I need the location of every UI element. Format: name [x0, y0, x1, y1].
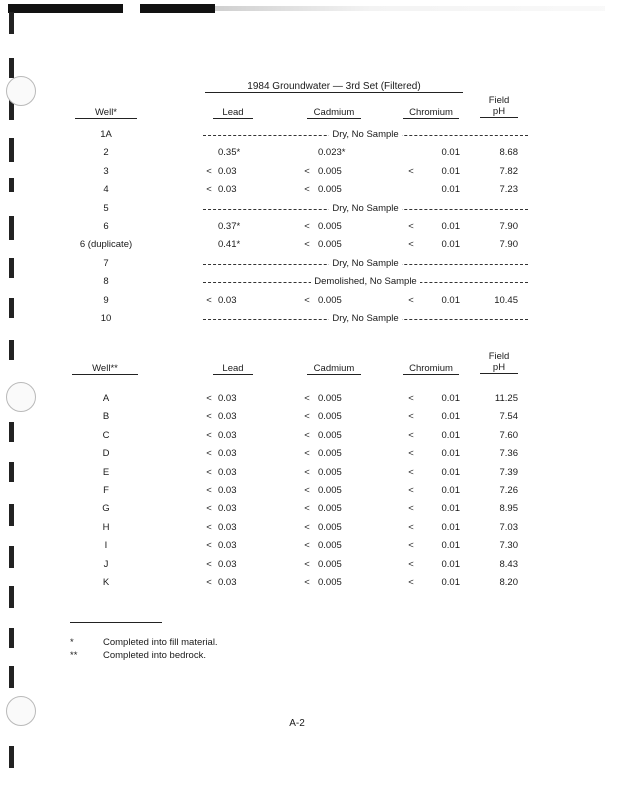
- less-than-mark: <: [206, 577, 212, 588]
- less-than-mark: <: [408, 448, 414, 460]
- less-than-mark: <: [206, 466, 212, 478]
- less-than-mark: <: [206, 429, 212, 441]
- ph-cell: 7.82: [499, 165, 518, 177]
- well-cell: C: [102, 429, 110, 441]
- cadmium-cell: 0.005: [318, 221, 342, 232]
- note-cell: [203, 128, 528, 142]
- well-cell: 6 (duplicate): [79, 239, 133, 251]
- ph-cell: 8.68: [499, 147, 518, 159]
- footnote-rule: [70, 622, 162, 623]
- note-cell: [203, 312, 528, 326]
- ph-cell: 7.26: [499, 485, 518, 496]
- less-than-mark: <: [206, 521, 212, 533]
- lead-cell: 0.03: [218, 184, 237, 196]
- well-cell: 3: [103, 165, 109, 177]
- less-than-mark: <: [408, 540, 414, 552]
- cadmium-cell: 0.005: [318, 184, 342, 196]
- footnote-text: Completed into bedrock.: [103, 650, 206, 661]
- cadmium-cell: 0.005: [318, 411, 342, 423]
- less-than-mark: <: [206, 448, 212, 460]
- note-cell: [203, 257, 528, 271]
- chromium-cell: 0.01: [441, 503, 460, 515]
- binder-mark: [9, 340, 14, 360]
- table-row: [0, 128, 618, 142]
- well-cell: 8: [103, 276, 109, 288]
- table-row: [0, 466, 618, 480]
- well-cell: 10: [100, 313, 112, 324]
- ph-cell: 7.30: [499, 540, 518, 552]
- ph-cell: 7.03: [499, 521, 518, 533]
- well-cell: 7: [103, 257, 109, 269]
- note-text: Dry, No Sample: [329, 129, 401, 140]
- footnote-text: Completed into fill material.: [103, 637, 218, 648]
- footnote-mark: **: [70, 650, 78, 661]
- well-cell: 2: [103, 147, 109, 159]
- lead-cell: 0.03: [218, 393, 237, 404]
- table-row: [0, 202, 618, 216]
- lead-cell: 0.37*: [218, 221, 241, 232]
- ph-cell: 8.43: [499, 558, 518, 570]
- header-field: Field: [488, 351, 510, 362]
- well-cell: 1A: [100, 129, 112, 140]
- ph-cell: 7.90: [499, 239, 518, 251]
- cadmium-cell: 0.005: [318, 540, 342, 552]
- lead-cell: 0.03: [218, 466, 237, 478]
- cadmium-cell: 0.005: [318, 239, 342, 251]
- less-than-mark: <: [304, 165, 310, 177]
- header-field: Field: [488, 95, 510, 106]
- chromium-cell: 0.01: [441, 393, 460, 404]
- table-row: [0, 312, 618, 326]
- less-than-mark: <: [408, 239, 414, 251]
- less-than-mark: <: [304, 393, 310, 404]
- well-cell: F: [103, 485, 109, 496]
- lead-cell: 0.03: [218, 411, 237, 423]
- binder-mark: [9, 746, 14, 768]
- table-row: [0, 410, 618, 424]
- punch-hole: [6, 696, 36, 726]
- table-row: [0, 429, 618, 443]
- less-than-mark: <: [408, 466, 414, 478]
- well-cell: G: [102, 503, 110, 515]
- less-than-mark: <: [206, 294, 212, 306]
- less-than-mark: <: [408, 393, 414, 404]
- cadmium-cell: 0.005: [318, 577, 342, 588]
- note-cell: [203, 202, 528, 216]
- less-than-mark: <: [408, 429, 414, 441]
- less-than-mark: <: [206, 485, 212, 496]
- less-than-mark: <: [206, 165, 212, 177]
- ph-cell: 8.20: [499, 577, 518, 588]
- well-cell: I: [104, 540, 108, 552]
- note-text: Demolished, No Sample: [311, 276, 419, 287]
- scan-bar-right: [140, 4, 215, 13]
- header-lead: Lead: [213, 363, 253, 375]
- less-than-mark: <: [206, 411, 212, 423]
- lead-cell: 0.03: [218, 503, 237, 515]
- less-than-mark: <: [408, 521, 414, 533]
- less-than-mark: <: [304, 184, 310, 196]
- table-row: [0, 294, 618, 308]
- lead-cell: 0.03: [218, 294, 237, 306]
- lead-cell: 0.03: [218, 577, 237, 588]
- ph-cell: 7.60: [499, 429, 518, 441]
- footnote-fill: [70, 637, 218, 649]
- page-number: A-2: [289, 718, 305, 729]
- cadmium-cell: 0.005: [318, 503, 342, 515]
- table-row: [0, 146, 618, 160]
- scan-fade: [215, 6, 605, 11]
- header-ph: pH: [480, 106, 518, 118]
- lead-cell: 0.35*: [218, 147, 241, 159]
- chromium-cell: 0.01: [441, 294, 460, 306]
- table-title: 1984 Groundwater — 3rd Set (Filtered): [205, 81, 463, 93]
- well-cell: H: [102, 521, 110, 533]
- chromium-cell: 0.01: [441, 558, 460, 570]
- binder-mark: [9, 58, 14, 78]
- binder-mark: [9, 666, 14, 688]
- chromium-cell: 0.01: [441, 411, 460, 423]
- less-than-mark: <: [304, 577, 310, 588]
- header-cadmium: Cadmium: [307, 363, 361, 375]
- less-than-mark: <: [304, 540, 310, 552]
- less-than-mark: <: [206, 393, 212, 404]
- cadmium-cell: 0.023*: [318, 147, 346, 159]
- note-cell: [203, 275, 528, 289]
- less-than-mark: <: [408, 503, 414, 515]
- chromium-cell: 0.01: [441, 577, 460, 588]
- less-than-mark: <: [304, 294, 310, 306]
- less-than-mark: <: [304, 521, 310, 533]
- lead-cell: 0.41*: [218, 239, 241, 251]
- cadmium-cell: 0.005: [318, 165, 342, 177]
- less-than-mark: <: [304, 558, 310, 570]
- less-than-mark: <: [304, 411, 310, 423]
- footnote-mark: *: [70, 637, 74, 648]
- less-than-mark: <: [408, 558, 414, 570]
- well-cell: J: [103, 558, 109, 570]
- well-cell: D: [102, 448, 110, 460]
- well-cell: A: [102, 393, 110, 404]
- table-row: [0, 558, 618, 572]
- lead-cell: 0.03: [218, 429, 237, 441]
- well-cell: B: [102, 411, 110, 423]
- less-than-mark: <: [206, 558, 212, 570]
- lead-cell: 0.03: [218, 558, 237, 570]
- less-than-mark: <: [408, 577, 414, 588]
- chromium-cell: 0.01: [441, 221, 460, 232]
- less-than-mark: <: [408, 221, 414, 232]
- chromium-cell: 0.01: [441, 540, 460, 552]
- cadmium-cell: 0.005: [318, 485, 342, 496]
- note-text: Dry, No Sample: [329, 258, 401, 269]
- table-row: [0, 539, 618, 553]
- well-cell: 5: [103, 202, 109, 214]
- chromium-cell: 0.01: [441, 521, 460, 533]
- punch-hole: [6, 76, 36, 106]
- less-than-mark: <: [408, 294, 414, 306]
- note-text: Dry, No Sample: [329, 203, 401, 214]
- cadmium-cell: 0.005: [318, 393, 342, 404]
- less-than-mark: <: [206, 503, 212, 515]
- well-cell: 9: [103, 294, 109, 306]
- lead-cell: 0.03: [218, 540, 237, 552]
- well-cell: K: [102, 577, 110, 588]
- well-cell: E: [102, 466, 110, 478]
- table-row: [0, 521, 618, 535]
- table-row: [0, 220, 618, 234]
- header-ph: pH: [480, 362, 518, 374]
- well-cell: 6: [103, 221, 109, 232]
- header-lead: Lead: [213, 107, 253, 119]
- less-than-mark: <: [304, 448, 310, 460]
- less-than-mark: <: [304, 221, 310, 232]
- cadmium-cell: 0.005: [318, 521, 342, 533]
- ph-cell: 10.45: [494, 294, 518, 306]
- ph-cell: 7.54: [499, 411, 518, 423]
- lead-cell: 0.03: [218, 521, 237, 533]
- less-than-mark: <: [408, 485, 414, 496]
- less-than-mark: <: [408, 411, 414, 423]
- table-row: [0, 392, 618, 406]
- less-than-mark: <: [304, 239, 310, 251]
- less-than-mark: <: [206, 540, 212, 552]
- less-than-mark: <: [206, 184, 212, 196]
- table-row: [0, 183, 618, 197]
- chromium-cell: 0.01: [441, 485, 460, 496]
- table-row: [0, 165, 618, 179]
- table-row: [0, 502, 618, 516]
- chromium-cell: 0.01: [441, 184, 460, 196]
- table-row: [0, 484, 618, 498]
- binder-mark: [9, 628, 14, 648]
- binder-mark: [9, 12, 14, 34]
- chromium-cell: 0.01: [441, 147, 460, 159]
- ph-cell: 11.25: [494, 393, 518, 404]
- ph-cell: 8.95: [499, 503, 518, 515]
- less-than-mark: <: [304, 429, 310, 441]
- note-text: Dry, No Sample: [329, 313, 401, 324]
- cadmium-cell: 0.005: [318, 466, 342, 478]
- header-chromium: Chromium: [403, 107, 459, 119]
- ph-cell: 7.23: [499, 184, 518, 196]
- cadmium-cell: 0.005: [318, 448, 342, 460]
- scan-bar-left: [8, 4, 123, 13]
- cadmium-cell: 0.005: [318, 294, 342, 306]
- less-than-mark: <: [304, 466, 310, 478]
- chromium-cell: 0.01: [441, 448, 460, 460]
- header-well: Well**: [72, 363, 138, 375]
- less-than-mark: <: [408, 165, 414, 177]
- header-well: Well*: [75, 107, 137, 119]
- ph-cell: 7.39: [499, 466, 518, 478]
- less-than-mark: <: [304, 485, 310, 496]
- chromium-cell: 0.01: [441, 165, 460, 177]
- ph-cell: 7.90: [499, 221, 518, 232]
- header-cadmium: Cadmium: [307, 107, 361, 119]
- table-row: [0, 275, 618, 289]
- chromium-cell: 0.01: [441, 239, 460, 251]
- chromium-cell: 0.01: [441, 466, 460, 478]
- header-chromium: Chromium: [403, 363, 459, 375]
- table-row: [0, 447, 618, 461]
- lead-cell: 0.03: [218, 165, 237, 177]
- ph-cell: 7.36: [499, 448, 518, 460]
- table-row: [0, 257, 618, 271]
- footnote-bedrock: [70, 650, 206, 662]
- cadmium-cell: 0.005: [318, 429, 342, 441]
- well-cell: 4: [103, 184, 109, 196]
- header-field-ph: [480, 351, 518, 374]
- lead-cell: 0.03: [218, 485, 237, 496]
- chromium-cell: 0.01: [441, 429, 460, 441]
- less-than-mark: <: [304, 503, 310, 515]
- lead-cell: 0.03: [218, 448, 237, 460]
- table-row: [0, 576, 618, 590]
- table-row: [0, 238, 618, 252]
- header-field-ph: [480, 95, 518, 118]
- cadmium-cell: 0.005: [318, 558, 342, 570]
